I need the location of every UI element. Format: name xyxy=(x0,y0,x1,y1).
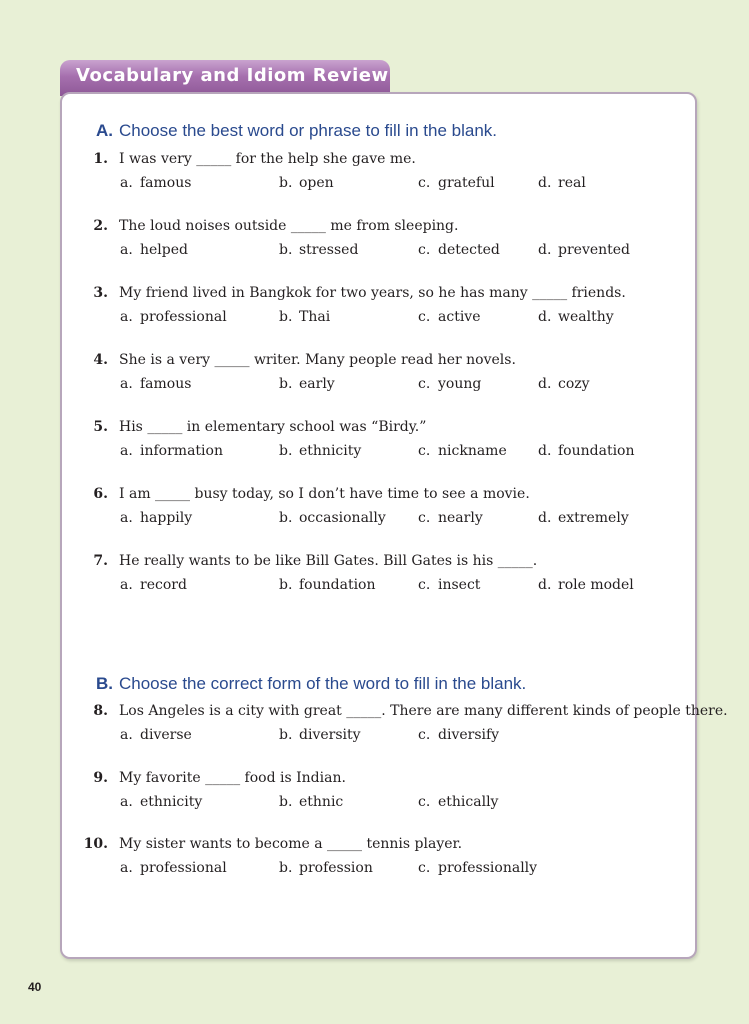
option-b[interactable]: b. diversity xyxy=(279,727,361,743)
option-d[interactable]: d. cozy xyxy=(538,376,590,392)
option-a[interactable]: a. professional xyxy=(120,860,227,876)
section-a-heading xyxy=(96,121,497,141)
section-title-tab: Vocabulary and Idiom Review xyxy=(60,60,390,96)
option-b[interactable]: b. open xyxy=(279,175,334,191)
option-a[interactable]: a. diverse xyxy=(120,727,192,743)
question-number: 4. xyxy=(93,352,108,368)
question xyxy=(80,770,700,818)
question-text: My favorite _____ food is Indian. xyxy=(119,770,346,786)
option-b[interactable]: b. occasionally xyxy=(279,510,386,526)
option-c[interactable]: c. active xyxy=(418,309,481,325)
question-number: 5. xyxy=(93,419,108,435)
option-c[interactable]: c. grateful xyxy=(418,175,495,191)
option-c[interactable]: c. nearly xyxy=(418,510,483,526)
section-b-letter: B. xyxy=(96,674,113,693)
option-b[interactable]: b. ethnicity xyxy=(279,443,362,459)
question-number: 3. xyxy=(93,285,108,301)
option-b[interactable]: b. Thai xyxy=(279,309,331,325)
section-b-heading xyxy=(96,674,526,694)
question-text: My friend lived in Bangkok for two years, so he has many _____ friends. xyxy=(119,285,626,301)
option-a[interactable]: a. information xyxy=(120,443,223,459)
option-a[interactable]: a. professional xyxy=(120,309,227,325)
option-d[interactable]: d. real xyxy=(538,175,586,191)
option-c[interactable]: c. professionally xyxy=(418,860,538,876)
section-a-instruction: Choose the best word or phrase to fill in the blank. xyxy=(119,121,497,140)
option-d[interactable]: d. role model xyxy=(538,577,634,593)
question-text: I am _____ busy today, so I don’t have time to see a movie. xyxy=(119,486,530,502)
option-c[interactable]: c. nickname xyxy=(418,443,507,459)
option-a[interactable]: a. happily xyxy=(120,510,193,526)
question-text: He really wants to be like Bill Gates. Bill Gates is his _____. xyxy=(119,553,538,569)
option-c[interactable]: c. insect xyxy=(418,577,481,593)
option-c[interactable]: c. ethically xyxy=(418,794,499,810)
option-c[interactable]: c. diversify xyxy=(418,727,500,743)
option-a[interactable]: a. helped xyxy=(120,242,188,258)
question-text: I was very _____ for the help she gave me. xyxy=(119,151,416,167)
option-b[interactable]: b. stressed xyxy=(279,242,359,258)
question-text: My sister wants to become a _____ tennis player. xyxy=(119,836,463,852)
question-text: His _____ in elementary school was “Birdy.” xyxy=(119,419,427,435)
option-a[interactable]: a. famous xyxy=(120,175,192,191)
question xyxy=(80,836,700,884)
section-a-letter: A. xyxy=(96,121,113,140)
question xyxy=(80,419,700,467)
question xyxy=(80,352,700,400)
option-b[interactable]: b. foundation xyxy=(279,577,376,593)
option-d[interactable]: d. prevented xyxy=(538,242,631,258)
option-b[interactable]: b. ethnic xyxy=(279,794,344,810)
question xyxy=(80,703,728,751)
question-text: Los Angeles is a city with great _____. There are many different kinds of people there. xyxy=(119,703,728,719)
option-a[interactable]: a. record xyxy=(120,577,187,593)
question xyxy=(80,553,700,601)
question xyxy=(80,285,700,333)
question-number: 1. xyxy=(93,151,108,167)
option-d[interactable]: d. extremely xyxy=(538,510,629,526)
option-b[interactable]: b. profession xyxy=(279,860,373,876)
option-c[interactable]: c. detected xyxy=(418,242,500,258)
section-b-instruction: Choose the correct form of the word to fill in the blank. xyxy=(119,674,527,693)
question-text: She is a very _____ writer. Many people read her novels. xyxy=(119,352,516,368)
option-a[interactable]: a. famous xyxy=(120,376,192,392)
question-number: 8. xyxy=(93,703,108,719)
question xyxy=(80,218,700,266)
question-number: 2. xyxy=(93,218,108,234)
question-number: 10. xyxy=(83,836,108,852)
option-c[interactable]: c. young xyxy=(418,376,482,392)
question-text: The loud noises outside _____ me from sleeping. xyxy=(119,218,459,234)
question xyxy=(80,486,700,534)
page-number: 40 xyxy=(28,980,42,994)
option-d[interactable]: d. foundation xyxy=(538,443,635,459)
option-b[interactable]: b. early xyxy=(279,376,335,392)
question-number: 9. xyxy=(93,770,108,786)
option-a[interactable]: a. ethnicity xyxy=(120,794,203,810)
question-number: 6. xyxy=(93,486,108,502)
question-number: 7. xyxy=(93,553,108,569)
question xyxy=(80,151,700,199)
option-d[interactable]: d. wealthy xyxy=(538,309,614,325)
